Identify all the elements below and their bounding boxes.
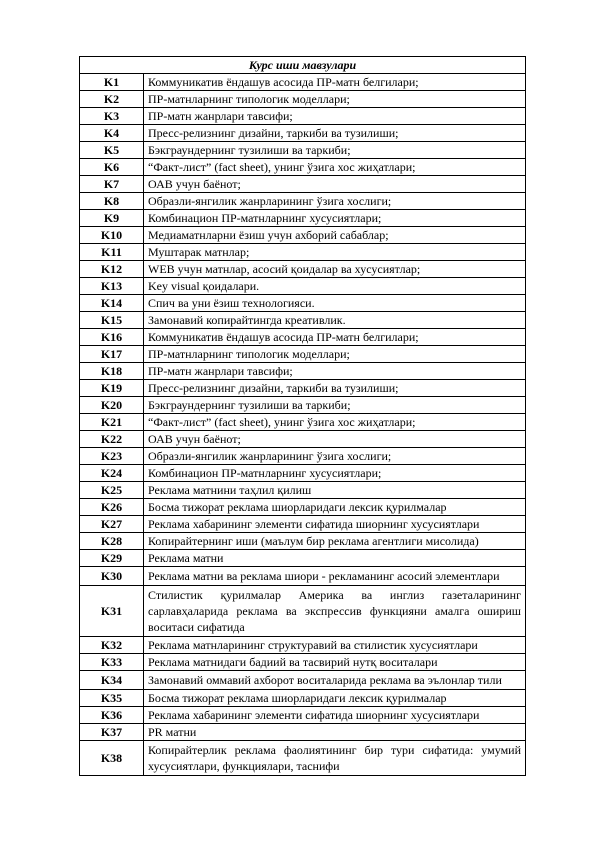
topic-code: K34 [80,671,144,690]
table-row [80,176,526,193]
table-row [80,533,526,550]
table-row [80,380,526,397]
topic-title: Пресс-релизнинг дизайни, таркиби ва тузилиши; [144,125,526,142]
topic-code: K18 [80,363,144,380]
table-row [80,159,526,176]
topic-title: Стилистик қурилмалар Америка ва инглиз газеталарининг сарлавҳаларида реклама ва экспрессив функцияни амалга ошириш воситаси сифатида [144,586,526,637]
topic-title: ПР-матнларнинг типологик моделлари; [144,91,526,108]
table-row [80,550,526,567]
topic-title: Бэкграундернинг тузилиши ва таркиби; [144,142,526,159]
topic-title: Замонавий копирайтингда креативлик. [144,312,526,329]
topic-code: K24 [80,465,144,482]
table-row [80,567,526,586]
topic-code: K28 [80,533,144,550]
topic-code: K16 [80,329,144,346]
topic-code: K29 [80,550,144,567]
topic-code: K3 [80,108,144,125]
table-row [80,210,526,227]
topic-code: K11 [80,244,144,261]
topic-title: WEB учун матнлар, асосий қоидалар ва хусусиятлар; [144,261,526,278]
topic-code: K5 [80,142,144,159]
topic-title: Пресс-релизнинг дизайни, таркиби ва тузилиши; [144,380,526,397]
table-row [80,516,526,533]
topic-title: ПР-матнларнинг типологик моделлари; [144,346,526,363]
table-row [80,125,526,142]
topic-title: “Факт-лист” (fact sheet), унинг ўзига хос жиҳатлари; [144,159,526,176]
table-row [80,637,526,654]
topic-code: K22 [80,431,144,448]
table-row [80,312,526,329]
topic-title: Key visual қоидалари. [144,278,526,295]
table-row [80,91,526,108]
topic-title: Медиаматнларни ёзиш учун ахборий сабаблар; [144,227,526,244]
topic-title: Реклама матнини таҳлил қилиш [144,482,526,499]
table-row [80,227,526,244]
topic-code: K33 [80,654,144,671]
topic-code: K38 [80,741,144,776]
table-row [80,74,526,91]
course-topics-table [79,56,526,776]
topic-title: Босма тижорат реклама шиорларидаги лексик қурилмалар [144,499,526,516]
topic-title: ПР-матн жанрлари тавсифи; [144,108,526,125]
topic-title: Комбинацион ПР-матнларнинг хусусиятлари; [144,210,526,227]
table-row [80,465,526,482]
topic-title: Замонавий оммавий ахборот воситаларида реклама ва эълонлар тили [144,671,526,690]
topic-code: K37 [80,724,144,741]
topic-title: Муштарак матнлар; [144,244,526,261]
table-row [80,142,526,159]
table-row [80,193,526,210]
table-row [80,448,526,465]
table-row [80,654,526,671]
table-row [80,414,526,431]
topic-code: K26 [80,499,144,516]
topic-title: Реклама хабарининг элементи сифатида шиорнинг хусусиятлари [144,707,526,724]
table-row [80,431,526,448]
topic-title: Копирайтернинг иши (маълум бир реклама агентлиги мисолида) [144,533,526,550]
topic-title: Реклама матни ва реклама шиори - рекламанинг асосий элементлари [144,567,526,586]
topic-title: Реклама матнларининг структуравий ва стилистик хусусиятлари [144,637,526,654]
table-row [80,741,526,776]
topic-title: “Факт-лист” (fact sheet), унинг ўзига хос жиҳатлари; [144,414,526,431]
topic-code: K13 [80,278,144,295]
table-row [80,244,526,261]
table-row [80,707,526,724]
table-row [80,499,526,516]
table-row [80,346,526,363]
topic-code: K36 [80,707,144,724]
topic-code: K14 [80,295,144,312]
table-row [80,363,526,380]
table-row [80,724,526,741]
table-header: Курс иши мавзулари [80,57,526,74]
topic-code: K30 [80,567,144,586]
topic-title: Спич ва уни ёзиш технологияси. [144,295,526,312]
topic-code: K4 [80,125,144,142]
topic-title: Реклама матнидаги бадиий ва тасвирий нутқ воситалари [144,654,526,671]
topic-code: K23 [80,448,144,465]
topic-code: K8 [80,193,144,210]
topic-code: K27 [80,516,144,533]
table-row [80,397,526,414]
table-row [80,690,526,707]
topic-title: Образли-янгилик жанрларининг ўзига хослиги; [144,448,526,465]
topic-title: Реклама хабарининг элементи сифатида шиорнинг хусусиятлари [144,516,526,533]
topic-code: K15 [80,312,144,329]
topic-title: Комбинацион ПР-матнларнинг хусусиятлари; [144,465,526,482]
topic-code: K12 [80,261,144,278]
topic-title: Копирайтерлик реклама фаолиятининг бир тури сифатида: умумий хусусиятлари, функциялари, таснифи [144,741,526,776]
topic-title: Босма тижорат реклама шиорларидаги лексик қурилмалар [144,690,526,707]
topic-code: K9 [80,210,144,227]
table-row [80,261,526,278]
topic-title: ПР-матн жанрлари тавсифи; [144,363,526,380]
table-row [80,278,526,295]
topic-code: K6 [80,159,144,176]
topic-title: ОАВ учун баёнот; [144,431,526,448]
topic-code: K1 [80,74,144,91]
topic-code: K35 [80,690,144,707]
table-row [80,671,526,690]
topic-code: K20 [80,397,144,414]
topic-title: Образли-янгилик жанрларининг ўзига хослиги; [144,193,526,210]
topic-code: K17 [80,346,144,363]
topic-title: Коммуникатив ёндашув асосида ПР-матн белгилари; [144,329,526,346]
topic-code: K7 [80,176,144,193]
topic-title: Реклама матни [144,550,526,567]
table-row [80,108,526,125]
table-row [80,329,526,346]
topic-code: K25 [80,482,144,499]
table-row [80,482,526,499]
table-row [80,295,526,312]
topic-code: K10 [80,227,144,244]
topic-code: K2 [80,91,144,108]
topic-code: K31 [80,586,144,637]
table-body [80,74,526,776]
topic-title: Коммуникатив ёндашув асосида ПР-матн белгилари; [144,74,526,91]
topic-title: Бэкграундернинг тузилиши ва таркиби; [144,397,526,414]
table-row [80,586,526,637]
topic-code: K19 [80,380,144,397]
topic-code: K32 [80,637,144,654]
topic-title: PR матни [144,724,526,741]
topic-title: ОАВ учун баёнот; [144,176,526,193]
table-header-row [80,57,526,74]
topic-code: K21 [80,414,144,431]
